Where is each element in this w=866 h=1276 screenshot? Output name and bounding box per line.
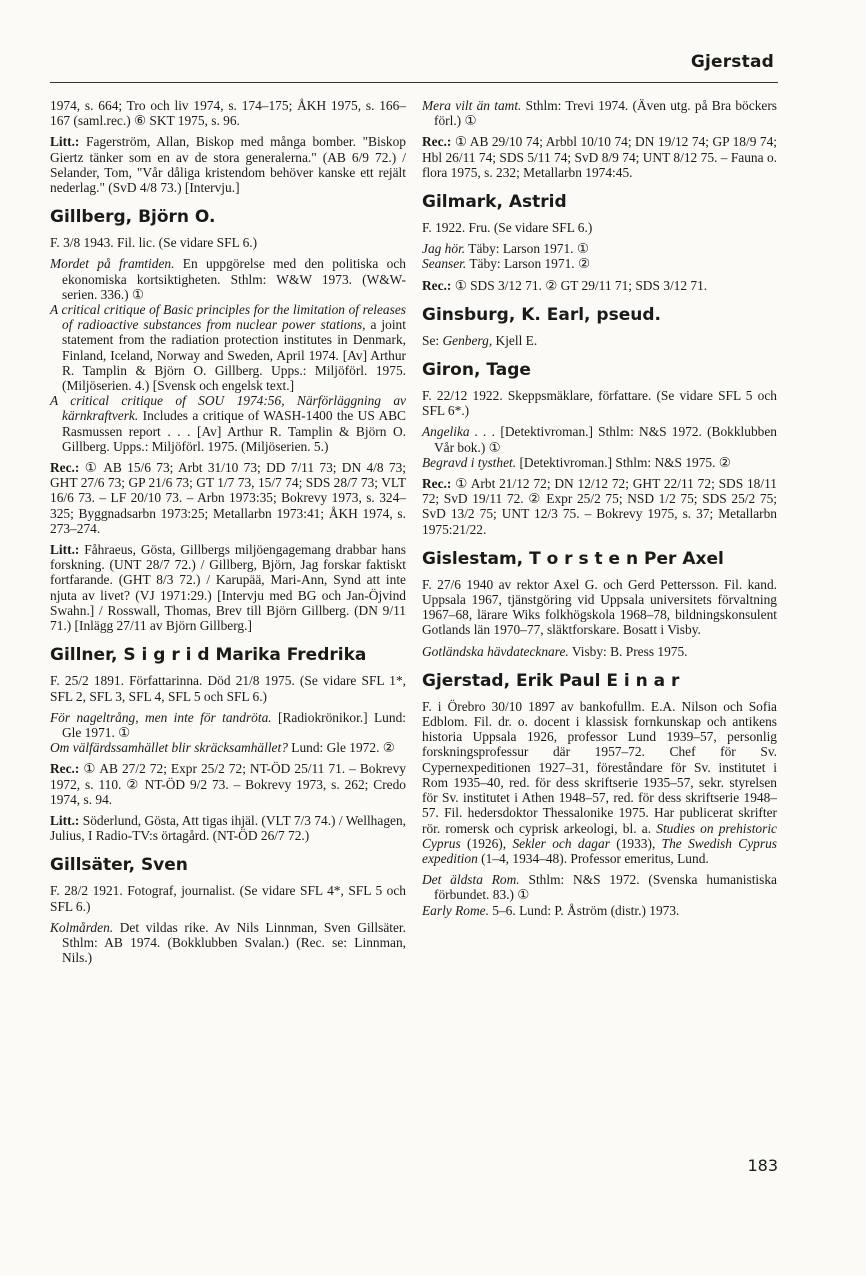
work-text: Sthlm: N&S 1972. (Svenska humanistiska förbundet. 83.) ① <box>434 872 777 903</box>
entry-heading-giron: Giron, Tage <box>422 360 531 381</box>
work-item <box>422 98 777 128</box>
entry-reviews <box>50 460 406 536</box>
work-title: Om välfärdssamhället blir skräcksamhället? <box>50 740 288 756</box>
work-title: Mera vilt än tamt. <box>422 98 522 113</box>
entry-bio: F. 27/6 1940 av rektor Axel G. och Gerd Pettersson. Fil. kand. Uppsala 1967, tjänstgöring vid Uppsala universitets förvaltning 1967–68, lärare Wiks folkhögskola 1968–78, bildningskonsulent Gotlands län 1970–77, släktforskare. Bosatt i Visby. <box>422 576 777 638</box>
rec-text: ① AB 15/6 73; Arbt 31/10 73; DD 7/11 73; DN 4/8 73; GHT 27/6 73; GP 21/6 73; GT 1/7 73, 15/7 74; SDS 28/7 73; VLT 16/6 73. – LF 20/10 73. – Arbn 1973:35; Bokrevy 1973, s. 324–325; Byggnadsarbn 1973:25; Metallarbn 1973:41; ÅKH 1974, s. 273–274. <box>50 460 406 536</box>
rec-label: Rec.: <box>422 476 452 492</box>
work-text: Includes a critique of WASH-1400 the US ABC Rasmussen report . . . [Av] Arthur R. Tamplin & Björn O. Gillberg. Upps.: Miljöförl. 1975. (Miljöserien. 5.) <box>62 408 406 454</box>
work-text: Lund: Gle 1972. ② <box>287 740 395 756</box>
work-item <box>50 302 406 393</box>
entry-heading-gillsater: Gillsäter, Sven <box>50 855 188 876</box>
bio-text: (1926), <box>460 835 513 851</box>
rec-text: ① SDS 3/12 71. ② GT 29/11 71; SDS 3/12 71. <box>451 277 708 293</box>
rec-label: Rec.: <box>50 460 80 476</box>
litt-text: Fåhraeus, Gösta, Gillbergs miljöengagemang drabbar hans forskning. (UNT 28/7 72.) / Gillberg, Björn, Jag forskar faktiskt fortfarande. (GHT 8/3 72.) / Karupää, Mari-Ann, Synd att inte njuta av livet? (VJ 1971:29.) [Intervju med BG och Jan-Öjvind Swahn.] / Rosswall, Thomas, Brev till Björn Gillberg. (DN 9/11 71.) [Inlägg 27/11 av Björn Gillberg.] <box>50 542 406 634</box>
rec-text: ① AB 29/10 74; Arbbl 10/10 74; DN 19/12 74; GP 18/9 74; Hbl 26/11 74; SDS 5/11 74; SvD 8/9 74; UNT 8/12 75. – Fauna o. flora 1975, s. 232; Metallarbn 1974:45. <box>422 134 777 180</box>
entry-bio: F. 3/8 1943. Fil. lic. (Se vidare SFL 6.) <box>50 235 258 251</box>
litt-text: Söderlund, Gösta, Att tigas ihjäl. (VLT 7/3 74.) / Wellhagen, Julius, I Radio-TV:s örtagård. (NT-ÖD 26/7 72.) <box>50 812 406 844</box>
work-item <box>422 256 777 271</box>
work-title: Begravd i tysthet. <box>422 454 517 470</box>
bio-title: Sekler och dagar <box>512 835 610 851</box>
entry-bio: F. 25/2 1891. Författarinna. Död 21/8 1975. (Se vidare SFL 1*, SFL 2, SFL 3, SFL 4, SFL 5 och SFL 6.) <box>50 673 406 704</box>
entry-heading-gjerstad: Gjerstad, Erik Paul E i n a r <box>422 670 680 691</box>
bio-text: (1–4, 1934–48). Professor emeritus, Lund. <box>477 850 709 866</box>
page-number: 183 <box>747 1156 778 1175</box>
work-item <box>50 393 406 454</box>
bio-text: (1933), <box>609 835 662 851</box>
entry-heading-gillberg: Gillberg, Björn O. <box>50 207 216 228</box>
rec-label: Rec.: <box>50 761 80 777</box>
running-head: Gjerstad <box>690 52 774 72</box>
work-item <box>50 256 406 302</box>
work-title: Early Rome. <box>422 902 489 918</box>
entry-reviews <box>422 278 777 293</box>
entry-bio <box>422 699 777 866</box>
entry-bio: F. 28/2 1921. Fotograf, journalist. (Se vidare SFL 4*, SFL 5 och SFL 6.) <box>50 883 406 914</box>
work-text: 5–6. Lund: P. Åström (distr.) 1973. <box>488 902 680 918</box>
work-text: a joint statement from the radiation protection institutes in Denmark, Finland, Iceland, Norway and Sweden, April 1974. [Av] Arthur R. Tamplin & Björn O. Gillberg. Upps.: Miljöförl. 1975. (Miljöserien. 4.) [Svensk och engelsk text.] <box>62 317 406 394</box>
continued-entry-litt <box>50 134 406 195</box>
rec-label: Rec.: <box>422 134 452 150</box>
work-title: A critical critique of SOU 1974:56, Närförläggning av kärnkraftverk. <box>50 393 406 424</box>
work-item <box>50 920 406 966</box>
entry-literature <box>50 542 406 633</box>
see-rest: Kjell E. <box>492 332 538 348</box>
litt-label: Litt.: <box>50 542 80 558</box>
entry-reviews <box>422 476 777 537</box>
litt-text: Fagerström, Allan, Biskop med många bomber. "Biskop Giertz tänker som en av de stora generalerna." (AB 6/9 72.) / Selander, Tom, "Vår dåliga kristendom behöver kanske ett rejält nederlag." (SvD 4/8 73.) [Intervju.] <box>50 134 406 196</box>
work-text: Täby: Larson 1971. ② <box>466 256 590 272</box>
litt-label: Litt.: <box>50 134 80 150</box>
work-item <box>422 644 777 659</box>
bio-title: The Swedish Cyprus expedition <box>422 835 777 866</box>
entry-bio: F. 1922. Fru. (Se vidare SFL 6.) <box>422 220 593 236</box>
left-column <box>50 98 406 971</box>
see-name: Genberg, <box>442 332 493 348</box>
work-title: Angelika . . . <box>422 424 496 440</box>
entry-heading-gilmark: Gilmark, Astrid <box>422 192 567 213</box>
work-item <box>422 455 777 470</box>
work-title: Kolmården. <box>50 919 114 935</box>
work-item <box>50 710 406 740</box>
entry-reviews <box>422 134 777 180</box>
litt-label: Litt.: <box>50 812 80 828</box>
rec-label: Rec.: <box>422 277 452 293</box>
rec-text: ① Arbt 21/12 72; DN 12/12 72; GHT 22/11 72; SDS 18/11 72; SvD 19/11 72. ② Expr 25/2 75; NSD 1/2 75; SDS 25/2 75; SvD 13/2 75; UNT 12/3 75. – Bokrevy 1975, s. 37; Metallarbn 1975:21/22. <box>422 476 777 537</box>
entry-heading-ginsburg: Ginsburg, K. Earl, pseud. <box>422 304 661 325</box>
rec-text: ① AB 27/2 72; Expr 25/2 72; NT-ÖD 25/11 71. – Bokrevy 1972, s. 110. ② NT-ÖD 9/2 73. – Bokrevy 1973, s. 262; Credo 1974, s. 94. <box>50 761 406 807</box>
entry-heading-gislestam: Gislestam, T o r s t e n Per Axel <box>422 548 724 569</box>
work-text: En uppgörelse med den politiska och ekonomiska kortsiktigheten. Sthlm: W&W 1973. (W&W-serien. 336.) ① <box>62 256 406 302</box>
entry-reviews <box>50 761 406 807</box>
right-column <box>422 98 777 924</box>
work-title: Det äldsta Rom. <box>422 872 520 888</box>
work-text: [Radiokrönikor.] Lund: Gle 1971. ① <box>62 709 406 740</box>
work-text: [Detektivroman.] Sthlm: N&S 1975. ② <box>516 454 731 470</box>
work-text: Det vildas rike. Av Nils Linnman, Sven Gillsäter. Sthlm: AB 1974. (Bokklubben Svalan.) (Rec. se: Linnman, Nils.) <box>62 919 406 966</box>
work-text: [Detektivroman.] Sthlm: N&S 1972. (Bokklubben Vår bok.) ① <box>434 424 777 455</box>
work-item <box>422 872 777 902</box>
cross-reference <box>422 333 777 348</box>
entry-literature <box>50 813 406 843</box>
work-title: Seanser. <box>422 256 467 272</box>
work-title: Mordet på framtiden. <box>50 256 175 272</box>
see-prefix: Se: <box>422 332 443 348</box>
bio-text: F. i Örebro 30/10 1897 av bankofullm. E.A. Nilson och Sofia Edblom. Fil. dr. o. docent i klassisk fornkunskap och antikens historia Uppsala 1926, professor Lund 1939–57, personlig forskningsprofessur där 1957–72. Chef för Sv. Cypernexpeditionen 1927–31, föreståndare för Sv. institutet i Rom 1935–40, red. för dess skriftserie 1935–57, sekr. styrelsen för Sv. institutet i Athen 1948–57, red. för dess skriftserie 1948–57. Fil. hedersdoktor Thessalonike 1975. Har publicerat skrifter rör. romersk och cyprisk arkeologi, bl. a. <box>422 698 777 836</box>
work-item <box>422 241 777 256</box>
work-title: Jag hör. <box>422 241 466 257</box>
work-title: Gotländska hävdatecknare. <box>422 643 569 659</box>
work-text: Täby: Larson 1971. ① <box>465 241 589 257</box>
work-item <box>50 740 406 755</box>
work-title: A critical critique of Basic principles for the limitation of releases of radioactive substances from nuclear power stations, <box>50 302 406 333</box>
entry-bio: F. 22/12 1922. Skeppsmäklare, författare. (Se vidare SFL 5 och SFL 6*.) <box>422 388 777 419</box>
entry-heading-gillner: Gillner, S i g r i d Marika Fredrika <box>50 645 367 666</box>
work-text: Visby: B. Press 1975. <box>568 643 688 659</box>
work-text: Sthlm: Trevi 1974. (Även utg. på Bra böckers förl.) ① <box>434 98 778 129</box>
bio-title: Studies on prehistoric Cyprus <box>422 820 777 851</box>
work-item <box>422 424 777 454</box>
work-item <box>422 903 777 918</box>
continued-entry-text: 1974, s. 664; Tro och liv 1974, s. 174–175; ÅKH 1975, s. 166–167 (saml.rec.) ⑥ SKT 1975, s. 96. <box>50 98 406 129</box>
header-rule <box>50 82 778 83</box>
work-title: För nageltrång, men inte för tandröta. <box>50 709 272 725</box>
